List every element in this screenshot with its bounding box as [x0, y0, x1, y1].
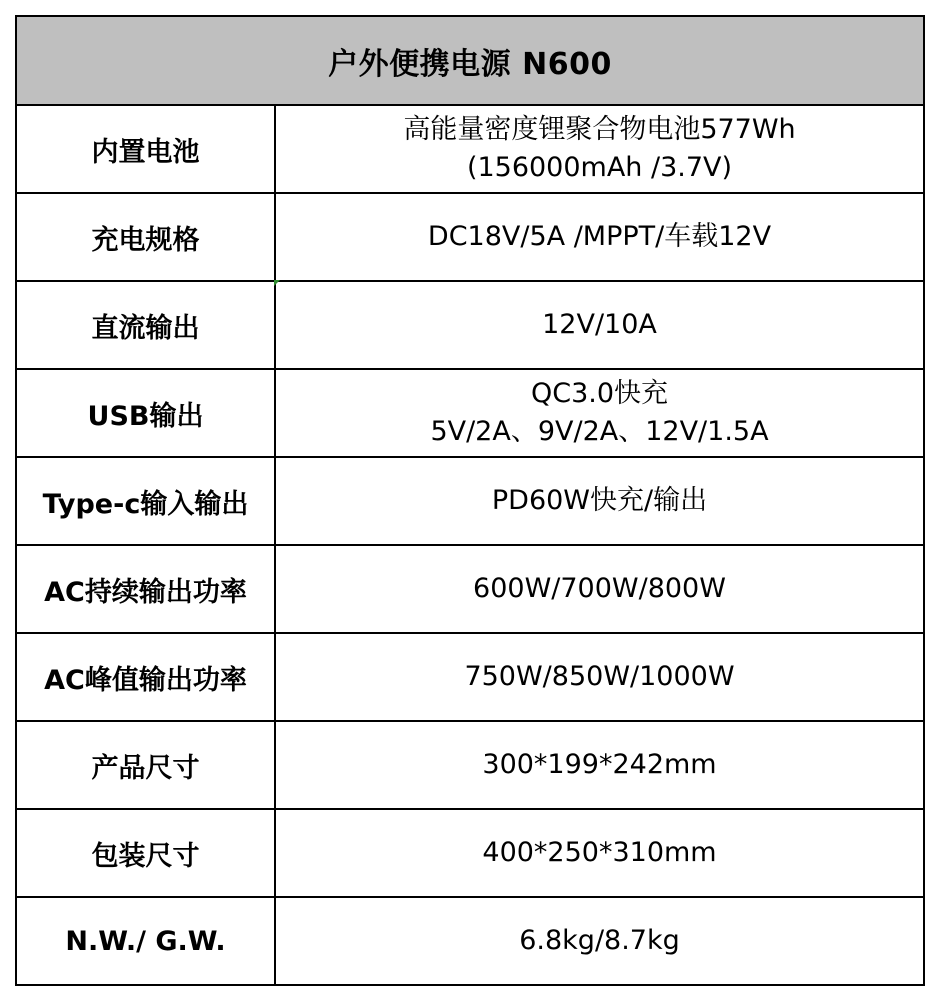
- cell-corner-marker: [274, 280, 280, 286]
- value-line: 300*199*242mm: [482, 749, 717, 780]
- row-value: [275, 809, 924, 897]
- value-line: 400*250*310mm: [482, 837, 717, 868]
- title-row: [16, 16, 924, 105]
- value-line: 750W/850W/1000W: [464, 661, 735, 692]
- spec-row-product-size: [16, 721, 924, 809]
- row-value: [275, 633, 924, 721]
- value-line: 12V/10A: [542, 309, 657, 340]
- row-label: AC持续输出功率: [16, 545, 275, 633]
- spec-row-dc-output: [16, 281, 924, 369]
- value-line: (156000mAh /3.7V): [466, 152, 733, 183]
- row-value: [275, 721, 924, 809]
- spec-row-weight: [16, 897, 924, 985]
- value-line: 6.8kg/8.7kg: [519, 925, 680, 956]
- row-label: N.W./ G.W.: [16, 897, 275, 985]
- row-value: [275, 897, 924, 985]
- row-value: [275, 105, 924, 193]
- spec-row-battery: [16, 105, 924, 193]
- row-label: 内置电池: [16, 105, 275, 193]
- row-label: Type-c输入输出: [16, 457, 275, 545]
- spec-row-charging: [16, 193, 924, 281]
- value-line: 5V/2A、9V/2A、12V/1.5A: [430, 416, 769, 447]
- row-value: [275, 281, 924, 369]
- spec-row-type-c: [16, 457, 924, 545]
- spec-row-usb-output: [16, 369, 924, 457]
- value-line: DC18V/5A /MPPT/车载12V: [427, 221, 772, 252]
- value-line: 高能量密度锂聚合物电池577Wh: [403, 114, 796, 145]
- row-value: [275, 545, 924, 633]
- row-label: 充电规格: [16, 193, 275, 281]
- spec-row-ac-peak: [16, 633, 924, 721]
- spec-row-ac-continuous: [16, 545, 924, 633]
- row-label: USB输出: [16, 369, 275, 457]
- row-value: [275, 457, 924, 545]
- row-value: [275, 369, 924, 457]
- row-value: [275, 193, 924, 281]
- table-title: 户外便携电源 N600: [16, 16, 924, 105]
- value-line: 600W/700W/800W: [473, 573, 726, 604]
- spec-row-package-size: [16, 809, 924, 897]
- value-line: PD60W快充/输出: [491, 485, 708, 516]
- spec-table: [15, 15, 925, 986]
- row-label: 产品尺寸: [16, 721, 275, 809]
- value-line: QC3.0快充: [530, 378, 669, 409]
- row-label: 直流输出: [16, 281, 275, 369]
- row-label: AC峰值输出功率: [16, 633, 275, 721]
- row-label: 包装尺寸: [16, 809, 275, 897]
